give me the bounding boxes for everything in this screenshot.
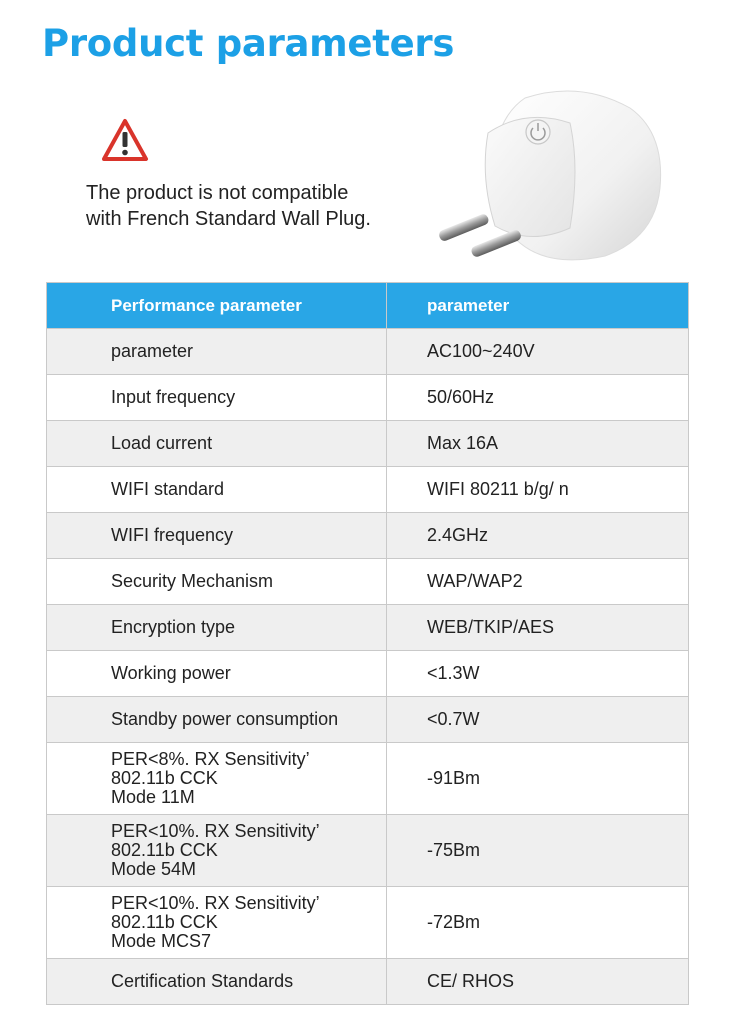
row-value: Max 16A bbox=[387, 421, 689, 467]
row-value: -91Bm bbox=[387, 743, 689, 815]
row-value: <1.3W bbox=[387, 651, 689, 697]
column-header-parameter: parameter bbox=[387, 283, 689, 329]
row-label: parameter bbox=[47, 329, 387, 375]
row-label: Security Mechanism bbox=[47, 559, 387, 605]
row-label: WIFI standard bbox=[47, 467, 387, 513]
row-label: PER<10%. RX Sensitivity’ 802.11b CCK Mode MCS7 bbox=[47, 887, 387, 959]
table-row bbox=[47, 651, 689, 697]
column-header-performance-parameter: Performance parameter bbox=[47, 283, 387, 329]
row-value: CE/ RHOS bbox=[387, 959, 689, 1005]
row-value: WEB/TKIP/AES bbox=[387, 605, 689, 651]
table-row bbox=[47, 697, 689, 743]
page-title: Product parameters bbox=[42, 22, 455, 65]
notice-line-1: The product is not compatible bbox=[86, 182, 349, 204]
table-header-row bbox=[47, 283, 689, 329]
row-value: 50/60Hz bbox=[387, 375, 689, 421]
table-row bbox=[47, 513, 689, 559]
row-value: AC100~240V bbox=[387, 329, 689, 375]
row-label: Certification Standards bbox=[47, 959, 387, 1005]
table-row bbox=[47, 421, 689, 467]
row-value: WIFI 80211 b/g/ n bbox=[387, 467, 689, 513]
row-label: WIFI frequency bbox=[47, 513, 387, 559]
parameters-table bbox=[46, 282, 689, 1005]
smart-plug-image bbox=[430, 78, 670, 268]
row-label: Input frequency bbox=[47, 375, 387, 421]
table-row bbox=[47, 605, 689, 651]
row-label: Standby power consumption bbox=[47, 697, 387, 743]
row-label: Encryption type bbox=[47, 605, 387, 651]
row-label: PER<10%. RX Sensitivity’ 802.11b CCK Mode 54M bbox=[47, 815, 387, 887]
table-row bbox=[47, 467, 689, 513]
table-row bbox=[47, 815, 689, 887]
row-value: -72Bm bbox=[387, 887, 689, 959]
row-label: Working power bbox=[47, 651, 387, 697]
table-row bbox=[47, 375, 689, 421]
row-label: PER<8%. RX Sensitivity’ 802.11b CCK Mode 11M bbox=[47, 743, 387, 815]
compatibility-notice bbox=[86, 180, 371, 232]
table-row bbox=[47, 887, 689, 959]
row-value: WAP/WAP2 bbox=[387, 559, 689, 605]
row-value: -75Bm bbox=[387, 815, 689, 887]
table-row bbox=[47, 329, 689, 375]
table-row bbox=[47, 743, 689, 815]
warning-triangle-icon bbox=[101, 118, 149, 162]
row-label: Load current bbox=[47, 421, 387, 467]
table-row bbox=[47, 559, 689, 605]
notice-line-2: with French Standard Wall Plug. bbox=[86, 208, 371, 230]
table-row bbox=[47, 959, 689, 1005]
row-value: 2.4GHz bbox=[387, 513, 689, 559]
row-value: <0.7W bbox=[387, 697, 689, 743]
